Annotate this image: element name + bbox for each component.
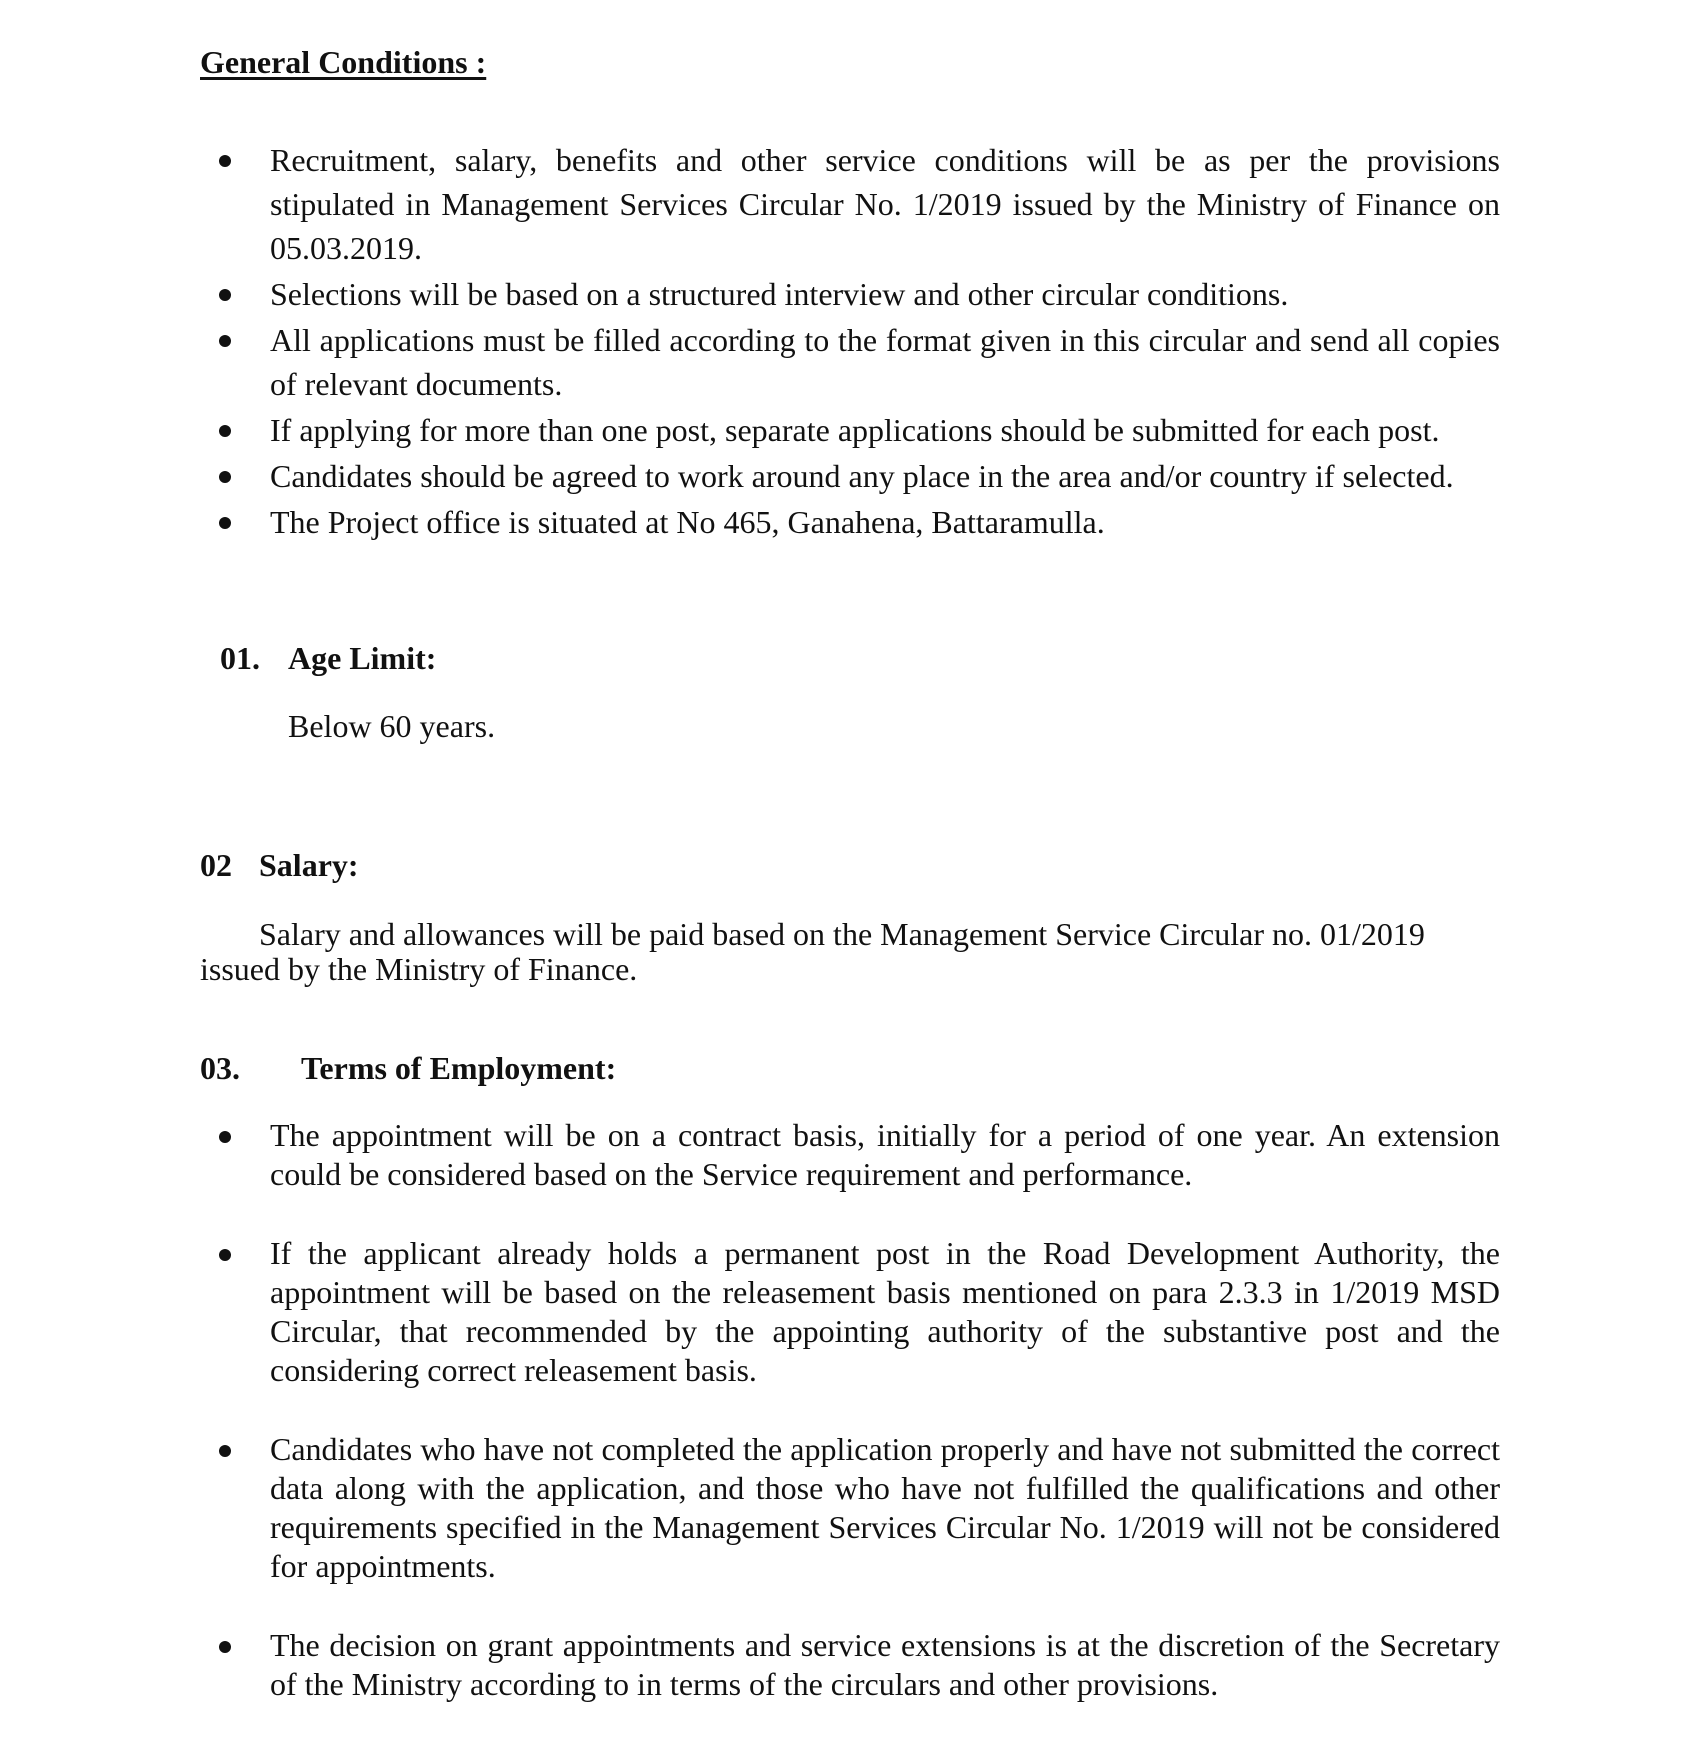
age-limit-heading: Age Limit: (288, 640, 437, 676)
list-item-text: Candidates who have not completed the application properly and have not submitted the correct data along with the application, and those who have not fulfilled the qualifications and other requirements specified in the Management Services Circular No. 1/2019 will not be considered for appointments. (270, 1431, 1500, 1584)
bullet-icon (219, 471, 231, 483)
list-item (200, 1234, 1500, 1390)
list-item-text: If applying for more than one post, separate applications should be submitted for each post. (270, 412, 1440, 448)
list-item (200, 318, 1500, 406)
list-item-text: Selections will be based on a structured interview and other circular conditions. (270, 276, 1289, 312)
list-item-text: If the applicant already holds a permanent post in the Road Development Authority, the appointment will be based on the releasement basis mentioned on para 2.3.3 in 1/2019 MSD Circular, that recommended by the appointing authority of the substantive post and the considering correct releasement basis. (270, 1235, 1500, 1388)
general-conditions-heading: General Conditions : (200, 44, 487, 80)
list-item (200, 272, 1500, 316)
list-item-text: The Project office is situated at No 465, Ganahena, Battaramulla. (270, 504, 1105, 540)
bullet-icon (219, 425, 231, 437)
list-item-text: Candidates should be agreed to work around any place in the area and/or country if selected. (270, 458, 1454, 494)
list-item (200, 408, 1500, 452)
list-item (200, 500, 1500, 544)
terms-heading: Terms of Employment: (301, 1050, 617, 1086)
salary-number: 02 (200, 847, 232, 883)
bullet-icon (219, 1641, 231, 1653)
list-item-text: All applications must be filled according to the format given in this circular and send all copies of relevant documents. (270, 322, 1500, 402)
terms-list (200, 1116, 1500, 1744)
list-item-text: The decision on grant appointments and service extensions is at the discretion of the Secretary of the Ministry according to in terms of the circulars and other provisions. (270, 1627, 1500, 1702)
salary-text-line-1: Salary and allowances will be paid based on the Management Service Circular no. 01/2019 (259, 916, 1425, 952)
list-item (200, 1430, 1500, 1586)
bullet-icon (219, 1445, 231, 1457)
bullet-icon (219, 155, 231, 167)
list-item-text: The appointment will be on a contract basis, initially for a period of one year. An extension could be considered based on the Service requirement and performance. (270, 1117, 1500, 1192)
list-item (200, 454, 1500, 498)
list-item (200, 1626, 1500, 1704)
bullet-icon (219, 517, 231, 529)
general-conditions-list (200, 138, 1500, 546)
bullet-icon (219, 335, 231, 347)
bullet-icon (219, 289, 231, 301)
age-limit-number: 01. (220, 640, 260, 676)
bullet-icon (219, 1131, 231, 1143)
age-limit-text: Below 60 years. (288, 708, 496, 744)
list-item (200, 1116, 1500, 1194)
bullet-icon (219, 1249, 231, 1261)
terms-number: 03. (200, 1050, 240, 1086)
salary-heading: Salary: (259, 847, 359, 883)
list-item-text: Recruitment, salary, benefits and other service conditions will be as per the provisions stipulated in Management Services Circular No. 1/2019 issued by the Ministry of Finance on 05.03.2019. (270, 142, 1500, 266)
list-item (200, 138, 1500, 270)
salary-text-line-2: issued by the Ministry of Finance. (200, 951, 638, 987)
